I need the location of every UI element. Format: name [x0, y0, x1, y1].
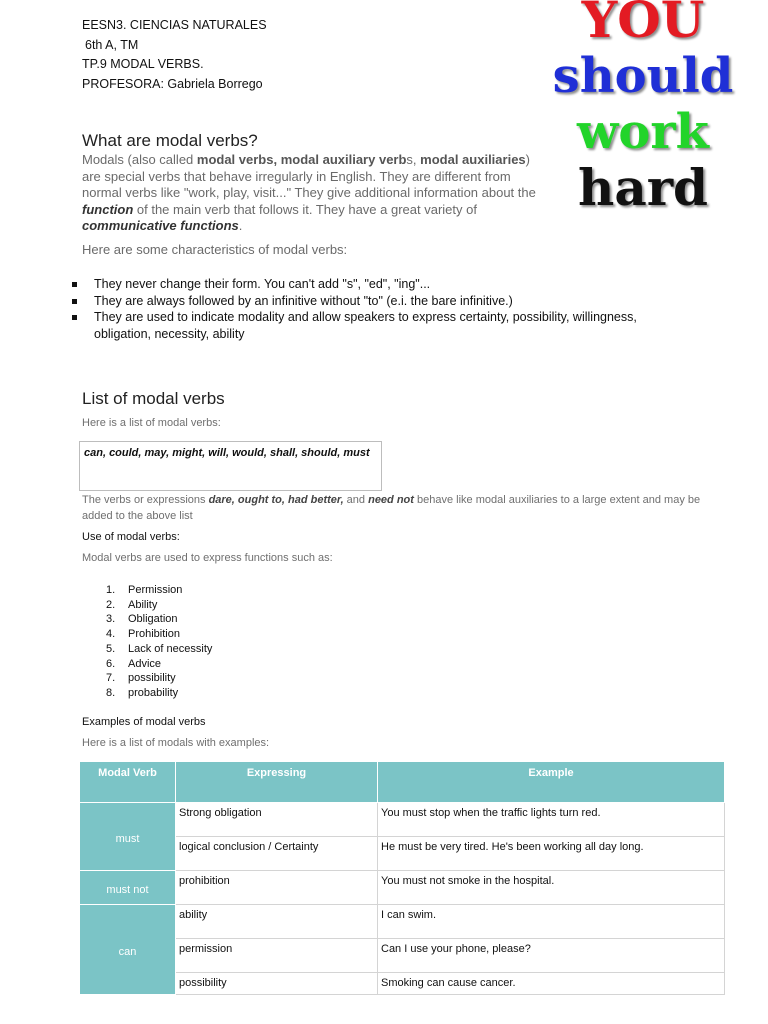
- verbs-note: The verbs or expressions dare, ought to, had better, and need not behave like modal auxiliaries to a large extent and may be added to the above list: [82, 494, 701, 522]
- expressing-cell: Strong obligation: [176, 803, 378, 837]
- list-intro: Here is a list of modal verbs:: [82, 417, 221, 429]
- table-header-row: [80, 762, 725, 803]
- table-row: [80, 803, 725, 837]
- header-assignment: TP.9 MODAL VERBS.: [82, 57, 204, 71]
- expressing-cell: logical conclusion / Certainty: [176, 837, 378, 871]
- table-row: [80, 837, 725, 871]
- header-teacher: PROFESORA: Gabriela Borrego: [82, 76, 263, 91]
- verb-cell-can: can: [80, 905, 176, 995]
- banner-word-should: should: [552, 48, 734, 104]
- list-item: 8. probability: [106, 686, 179, 699]
- document-header: [82, 16, 267, 94]
- expressing-cell: possibility: [176, 973, 378, 995]
- functions-list: [92, 583, 212, 701]
- functions-intro: Modal verbs are used to express functions such as:: [82, 552, 333, 564]
- expressing-cell: permission: [176, 939, 378, 973]
- verb-cell-must: must: [80, 803, 176, 871]
- use-label: Use of modal verbs:: [82, 531, 180, 543]
- characteristics-intro: Here are some characteristics of modal verbs:: [82, 242, 348, 257]
- characteristics-list: [70, 276, 670, 342]
- column-header-example: Example: [378, 762, 725, 803]
- examples-intro: Here is a list of modals with examples:: [82, 737, 270, 749]
- column-header-expressing: Expressing: [176, 762, 378, 803]
- list-item: 3. Obligation: [106, 613, 178, 626]
- bullet-square-icon: [72, 299, 77, 304]
- banner-word-work: work: [577, 104, 709, 160]
- bullet-square-icon: [72, 315, 77, 320]
- banner-word-you: YOU: [581, 0, 705, 49]
- table-row: [80, 939, 725, 973]
- table-row: [80, 871, 725, 905]
- example-cell: Smoking can cause cancer.: [378, 973, 725, 995]
- modal-verbs-box: can, could, may, might, will, would, shall, should, must: [79, 441, 382, 491]
- banner-word-hard: hard: [577, 158, 709, 217]
- example-cell: Can I use your phone, please?: [378, 939, 725, 973]
- list-item: 6. Advice: [106, 657, 162, 670]
- list-heading: List of modal verbs: [82, 389, 225, 408]
- bullet-square-icon: [72, 282, 77, 287]
- verb-cell-must-not: must not: [80, 871, 176, 905]
- modal-verbs-table: [79, 761, 725, 995]
- example-cell: I can swim.: [378, 905, 725, 939]
- list-item: 2. Ability: [106, 598, 158, 611]
- list-item: 5. Lack of necessity: [106, 642, 213, 655]
- list-item: They are used to indicate modality and allow speakers to express certainty, possibility, willingness, obligation, necessity, ability: [70, 309, 670, 342]
- example-cell: You must stop when the traffic lights turn red.: [378, 803, 725, 837]
- table-row: [80, 905, 725, 939]
- header-course: EESN3. CIENCIAS NATURALES: [82, 18, 267, 32]
- list-item: They are always followed by an infinitive without "to" (e.i. the bare infinitive.): [70, 293, 670, 310]
- column-header-modal-verb: Modal Verb: [80, 762, 176, 803]
- table-row: [80, 973, 725, 995]
- header-class: 6th A, TM: [85, 37, 139, 52]
- expressing-cell: ability: [176, 905, 378, 939]
- example-cell: He must be very tired. He's been working all day long.: [378, 837, 725, 871]
- expressing-cell: prohibition: [176, 871, 378, 905]
- list-item: 7. possibility: [106, 672, 176, 685]
- examples-label: Examples of modal verbs: [82, 716, 206, 728]
- intro-heading: What are modal verbs?: [82, 131, 258, 150]
- list-item: 1. Permission: [106, 584, 183, 596]
- list-item: They never change their form. You can't add "s", "ed", "ing"...: [70, 276, 670, 293]
- example-cell: You must not smoke in the hospital.: [378, 871, 725, 905]
- motivational-banner: [548, 0, 738, 216]
- intro-paragraph: Modals (also called modal verbs, modal auxiliary verbs, modal auxiliaries) are special verbs that behave irregularly in English. They are different from normal verbs like "work, play, visit..." They give additional information about the function of the main verb that follows it. They have a great variety of communicative functions.: [82, 152, 536, 234]
- list-item: 4. Prohibition: [106, 628, 180, 641]
